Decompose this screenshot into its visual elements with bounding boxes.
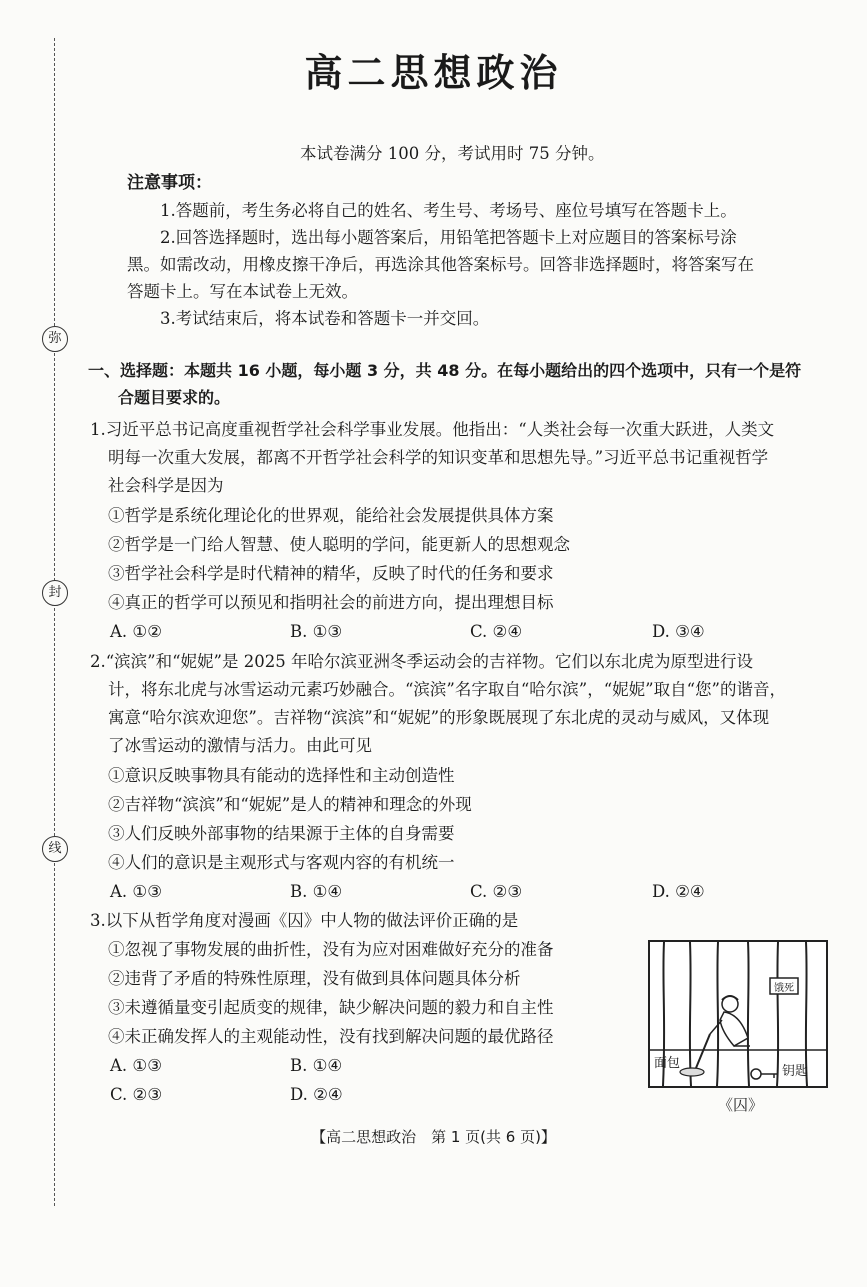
section-heading: 一、选择题：本题共 16 小题，每小题 3 分，共 48 分。在每小题给出的四个选项中，只有一个是符 xyxy=(88,361,802,380)
notice-line: 3.考试结束后，将本试卷和答题卡一并交回。 xyxy=(160,309,490,328)
section-heading-cont: 合题目要求的。 xyxy=(118,388,231,407)
page-footer: 【高二思想政治 第 1 页(共 6 页)】 xyxy=(311,1128,556,1146)
cartoon-label-key: 钥匙 xyxy=(782,1064,809,1079)
q3-option-a[interactable]: A. ①③ xyxy=(110,1056,162,1075)
q2-option-d[interactable]: D. ②④ xyxy=(652,882,705,901)
q1-stem: 社会科学是因为 xyxy=(108,476,224,495)
q3-item: ④未正确发挥人的主观能动性，没有找到解决问题的最优路径 xyxy=(108,1027,554,1046)
binding-mark-mi: 弥 xyxy=(42,326,68,352)
notice-line: 黑。如需改动，用橡皮擦干净后，再选涂其他答案标号。回答非选择题时，将答案写在 xyxy=(127,255,754,274)
q3-stem: 3.以下从哲学角度对漫画《囚》中人物的做法评价正确的是 xyxy=(90,911,519,930)
q3-option-c[interactable]: C. ②③ xyxy=(110,1085,163,1104)
notice-line: 答题卡上。写在本试卷上无效。 xyxy=(127,282,358,301)
binding-dashed-line xyxy=(54,38,55,1206)
q2-item: ①意识反映事物具有能动的选择性和主动创造性 xyxy=(108,766,455,785)
q3-option-d[interactable]: D. ②④ xyxy=(290,1085,343,1104)
q2-option-c[interactable]: C. ②③ xyxy=(470,882,523,901)
q1-item: ③哲学社会科学是时代精神的精华，反映了时代的任务和要求 xyxy=(108,564,554,583)
q3-item: ③未遵循量变引起质变的规律，缺少解决问题的毅力和自主性 xyxy=(108,998,554,1017)
q2-stem: 2.“滨滨”和“妮妮”是 2025 年哈尔滨亚洲冬季运动会的吉祥物。它们以东北虎为原型进行设 xyxy=(90,652,753,671)
q1-stem: 1.习近平总书记高度重视哲学社会科学事业发展。他指出：“人类社会每一次重大跃进，人类文 xyxy=(90,420,775,439)
q2-item: ③人们反映外部事物的结果源于主体的自身需要 xyxy=(108,824,455,843)
q3-item: ①忽视了事物发展的曲折性，没有为应对困难做好充分的准备 xyxy=(108,940,554,959)
q1-item: ④真正的哲学可以预见和指明社会的前进方向，提出理想目标 xyxy=(108,593,554,612)
notice-heading: 注意事项： xyxy=(127,173,212,193)
q3-item: ②违背了矛盾的特殊性原理，没有做到具体问题具体分析 xyxy=(108,969,521,988)
q2-stem: 寓意“哈尔滨欢迎您”。吉祥物“滨滨”和“妮妮”的形象既展现了东北虎的灵动与威风，又体现 xyxy=(108,708,770,727)
q1-stem: 明每一次重大发展，都离不开哲学社会科学的知识变革和思想先导。”习近平总书记重视哲学 xyxy=(108,448,769,467)
q3-option-b[interactable]: B. ①④ xyxy=(290,1056,343,1075)
binding-mark-xian: 线 xyxy=(42,836,68,862)
q1-item: ①哲学是系统化理论化的世界观，能给社会发展提供具体方案 xyxy=(108,506,554,525)
q2-stem: 计，将东北虎与冰雪运动元素巧妙融合。“滨滨”名字取自“哈尔滨”，“妮妮”取自“您”的谐音， xyxy=(108,680,786,699)
q1-option-d[interactable]: D. ③④ xyxy=(652,622,705,641)
q1-option-a[interactable]: A. ①② xyxy=(110,622,162,641)
notice-line: 1.答题前，考生务必将自己的姓名、考生号、考场号、座位号填写在答题卡上。 xyxy=(160,201,737,220)
exam-info: 本试卷满分 100 分，考试用时 75 分钟。 xyxy=(300,144,605,163)
q2-option-a[interactable]: A. ①③ xyxy=(110,882,162,901)
q2-option-b[interactable]: B. ①④ xyxy=(290,882,343,901)
q2-stem: 了冰雪运动的激情与活力。由此可见 xyxy=(108,736,372,755)
notice-line: 2.回答选择题时，选出每小题答案后，用铅笔把答题卡上对应题目的答案标号涂 xyxy=(160,228,737,247)
cartoon-sign: 饿死 xyxy=(774,983,794,994)
q1-option-c[interactable]: C. ②④ xyxy=(470,622,523,641)
q2-item: ②吉祥物“滨滨”和“妮妮”是人的精神和理念的外现 xyxy=(108,795,472,814)
q2-item: ④人们的意识是主观形式与客观内容的有机统一 xyxy=(108,853,455,872)
binding-mark-feng: 封 xyxy=(42,580,68,606)
figure-caption: 《囚》 xyxy=(718,1096,764,1114)
page-title: 高二思想政治 xyxy=(304,51,563,95)
cartoon-label-bread: 面包 xyxy=(654,1056,681,1071)
q1-option-b[interactable]: B. ①③ xyxy=(290,622,343,641)
cartoon-prison-figure xyxy=(648,940,828,1088)
q1-item: ②哲学是一门给人智慧、使人聪明的学问，能更新人的思想观念 xyxy=(108,535,570,554)
